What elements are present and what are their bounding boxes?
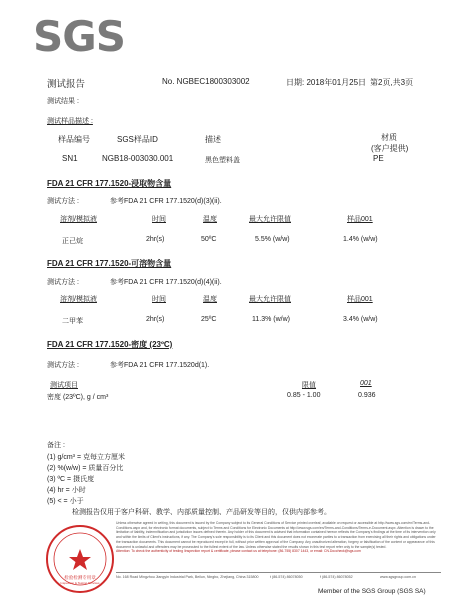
table-cell: 5.5% (w/w)	[255, 236, 290, 243]
footer-disclaimer: Unless otherwise agreed in writing, this document is issued by the Company subject to its General Conditions of Service printed overleaf, available on request or accessible at http://www.sgs.com/en/Terms-and-Conditions.aspx and, for electronic format documents, subject to Terms and Conditions for Electronic Documents at http://www.sgs.com/en/Terms-and-Conditions/Terms-e-Document.aspx. Attention is drawn to the limitation of liability, indemnification and jurisdiction issues defined therein. Any holder of this document is advised that information contained hereon reflects the Company's findings at the time of its intervention only and within the limits of Client's instructions, if any. The Company's sole responsibility is to its Client and this document does not exonerate parties to a transaction from exercising all their rights and obligations under the transaction documents. This document cannot be reproduced except in full, without prior written approval of the Company. Any unauthorized alteration, forgery or falsification of the content or appearance of this document is unlawful and offenders may be prosecuted to the fullest extent of the law. Unless otherwise stated the results shown in this test report refer only to the sample(s) tested. Attention: To check the authenticity of testing /inspection report & certificate, please contact us at telephone: (86-755) 8307 1443, or email: CN.Doccheck@sgs.com	[116, 521, 441, 554]
sample-material: PE	[373, 154, 384, 163]
report-title: 测试报告	[47, 79, 86, 90]
section-extractables-heading: FDA 21 CFR 177.1520-浸取物含量	[47, 179, 172, 188]
notes-heading: 备注 :	[47, 442, 65, 449]
col-solvent: 溶剂/模拟液	[60, 216, 97, 223]
sample-desc-heading: 测试样品描述 :	[47, 118, 93, 125]
col-material-1: 材质	[381, 133, 397, 142]
density-method: 参考FDA 21 CFR 177.1520d(1).	[110, 362, 210, 369]
col-sample-no: 样品编号	[58, 135, 90, 144]
note-item: (1) g/cm³ = 克每立方厘米	[47, 454, 125, 461]
col-temp: 温度	[203, 296, 217, 303]
report-date: 日期: 2018年01月25日	[286, 78, 367, 87]
col-limit: 最大允许限值	[249, 216, 291, 223]
col-test-item: 测试项目	[50, 382, 78, 389]
sample-description: 黑色塑料盖	[205, 157, 240, 164]
table-cell: 3.4% (w/w)	[343, 316, 378, 323]
table-cell: 11.3% (w/w)	[252, 316, 290, 323]
density-value: 0.936	[358, 392, 376, 399]
footer-attention: Attention: To check the authenticity of testing /inspection report & certificate, please contact us at telephone: (86-755) 8307 1443, or email: CN.Doccheck@sgs.com	[116, 549, 361, 554]
col-description: 描述	[205, 135, 221, 144]
density-item: 密度 (23ºC), g / cm³	[47, 394, 109, 401]
note-item: (3) ºC = 摄氏度	[47, 476, 95, 483]
col-temp: 温度	[203, 216, 217, 223]
col-material-2: (客户提供)	[371, 144, 409, 153]
sample-no: SN1	[62, 154, 78, 163]
note-item: (4) hr = 小时	[47, 487, 86, 494]
col-limit: 限值	[302, 382, 316, 389]
col-sample: 001	[360, 380, 372, 387]
footer-address: No. 168 Road Mingzhou Jiangyin Industrial Park, Beilun, Ningbo, Zhejiang, China 315800	[116, 575, 259, 579]
density-heading: FDA 21 CFR 177.1520-密度 (23ºC)	[47, 340, 173, 349]
col-sample: 样品001	[347, 216, 373, 223]
col-sample: 样品001	[347, 296, 373, 303]
section-extractables-method-label: 测试方法 :	[47, 198, 79, 205]
col-time: 时间	[152, 216, 166, 223]
section-solubles-heading: FDA 21 CFR 177.1520-可溶物含量	[47, 259, 172, 268]
sgs-logo: SGS	[33, 12, 125, 61]
stamp-text-en: Inspection & Testing Services	[60, 581, 100, 585]
table-cell: 50ºC	[201, 236, 217, 243]
section-solubles-method-label: 测试方法 :	[47, 279, 79, 286]
table-cell: 25ºC	[201, 316, 217, 323]
usage-statement: 检测报告仅用于客户科研、教学、内部质量控制、产品研发等目的，仅供内部参考。	[72, 509, 331, 516]
footer-fax: f (86-574) 86078052	[320, 575, 353, 579]
table-cell: 1.4% (w/w)	[343, 236, 378, 243]
col-limit: 最大允许限值	[249, 296, 291, 303]
table-cell: 2hr(s)	[146, 316, 165, 323]
section-solubles-method: 参考FDA 21 CFR 177.1520(d)(4)(ii).	[110, 279, 222, 286]
report-number: No. NGBEC1800303002	[162, 77, 250, 86]
col-sgs-id: SGS样品ID	[117, 135, 158, 144]
note-item: (5) < = 小于	[47, 498, 84, 505]
sample-id: NGB18-003030.001	[102, 154, 174, 163]
results-label: 测试结果 :	[47, 98, 79, 105]
footer-phone: t (86-574) 86078050	[270, 575, 303, 579]
stamp-text: 检验检测专用章	[64, 575, 96, 580]
footer-member: Member of the SGS Group (SGS SA)	[318, 588, 426, 595]
section-extractables-method: 参考FDA 21 CFR 177.1520(d)(3)(ii).	[110, 198, 222, 205]
inspection-stamp-icon	[44, 523, 116, 595]
table-cell: 2hr(s)	[146, 236, 165, 243]
page-number: 第2页,共3页	[370, 78, 414, 87]
table-cell: 二甲苯	[62, 318, 83, 325]
col-solvent: 溶剂/模拟液	[60, 296, 97, 303]
note-item: (2) %(w/w) = 质量百分比	[47, 465, 124, 472]
density-method-label: 测试方法 :	[47, 362, 79, 369]
density-limit: 0.85 - 1.00	[287, 392, 321, 399]
col-time: 时间	[152, 296, 166, 303]
footer-web: www.sgsgroup.com.cn	[380, 575, 416, 579]
table-cell: 正己烷	[62, 238, 83, 245]
